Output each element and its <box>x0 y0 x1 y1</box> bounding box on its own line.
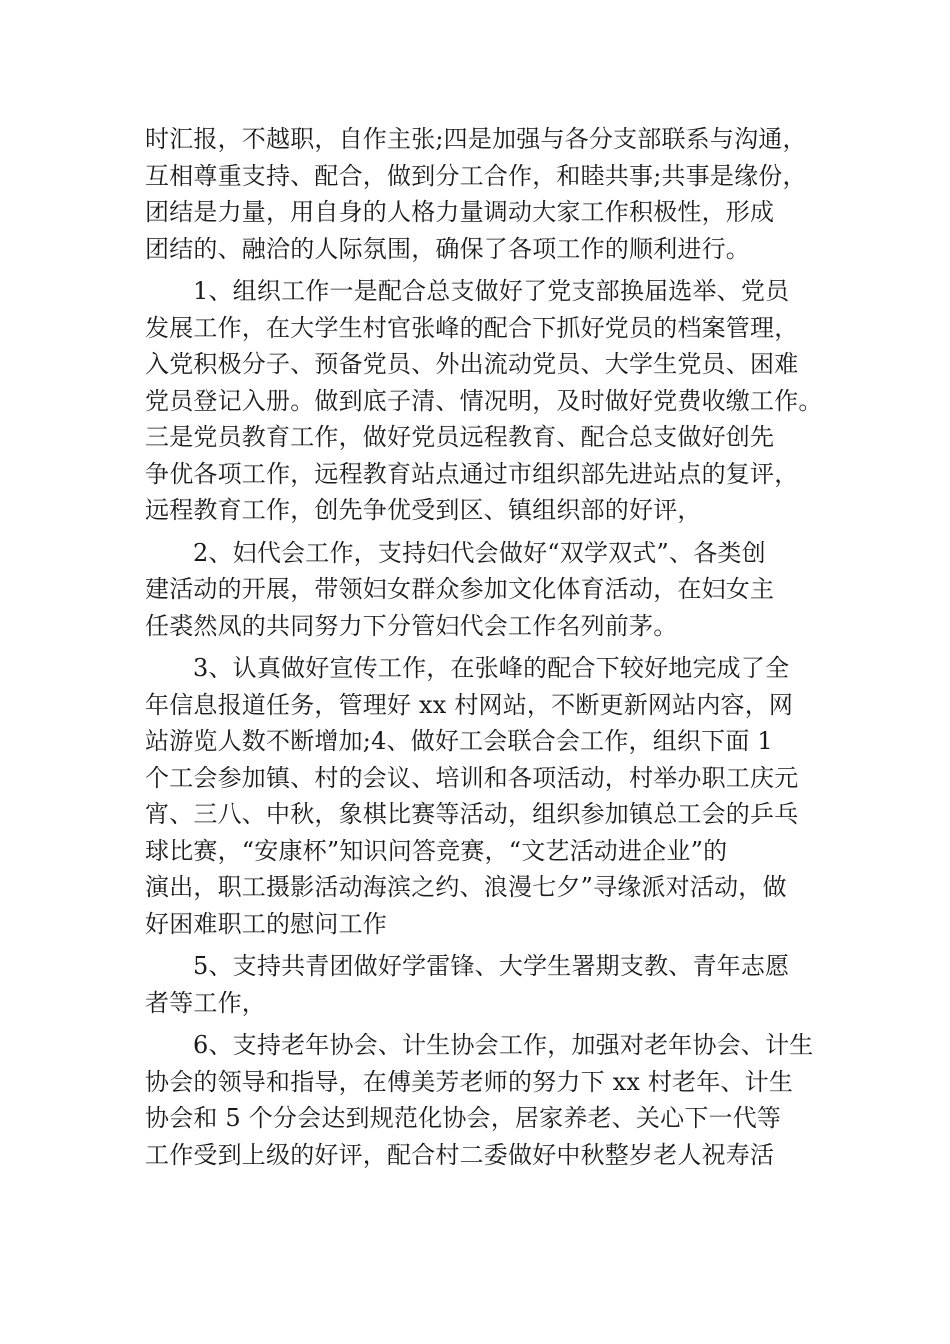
text-line: 远程教育工作，创先争优受到区、镇组织部的好评， <box>145 496 702 524</box>
text-line: 三是党员教育工作，做好党员远程教育、配合总支做好创先 <box>145 423 775 451</box>
text-line: 年信息报道任务，管理好 xx 村网站，不断更新网站内容，网 <box>145 690 794 719</box>
text-line: 协会的领导和指导，在傅美芳老师的努力下 xx 村老年、计生 <box>145 1067 794 1096</box>
text-line: 2、妇代会工作，支持妇代会做好“双学双式”、各类创 <box>193 538 766 567</box>
text-line: 1、组织工作一是配合总支做好了党支部换届选举、党员 <box>193 277 790 305</box>
text-line: 宵、三八、中秋，象棋比赛等活动，组织参加镇总工会的乒乓 <box>145 800 799 828</box>
text-line: 6、支持老年协会、计生协会工作，加强对老年协会、计生 <box>193 1031 814 1059</box>
paragraph-intro <box>145 121 815 267</box>
text-line: 发展工作，在大学生村官张峰的配合下抓好党员的档案管理， <box>145 313 799 342</box>
paragraph-item-2 <box>145 535 815 645</box>
text-line: 3、认真做好宣传工作，在张峰的配合下较好地完成了全 <box>193 654 790 682</box>
text-line: 党员登记入册。做到底子清、情况明，及时做好党费收缴工作。 <box>145 386 823 415</box>
text-line: 互相尊重支持、配合，做到分工合作，和睦共事;共事是缘份， <box>145 161 807 190</box>
text-line: 个工会参加镇、村的会议、培训和各项活动，村举办职工庆元 <box>145 763 799 792</box>
paragraph-item-1 <box>145 273 823 529</box>
paragraph-item-3 <box>145 650 815 942</box>
text-line: 任裘然凤的共同努力下分管妇代会工作名列前茅。 <box>145 611 678 640</box>
text-line: 演出，职工摄影活动海滨之约、浪漫七夕”寻缘派对活动，做 <box>145 873 787 901</box>
text-line: 者等工作， <box>145 988 266 1017</box>
text-line: 团结是力量，用自身的人格力量调动大家工作积极性，形成 <box>145 198 775 226</box>
text-line: 5、支持共青团做好学雷锋、大学生署期支教、青年志愿 <box>193 952 790 980</box>
text-line: 站游览人数不断增加;4、做好工会联合会工作，组织下面 1 <box>145 727 773 755</box>
text-line: 工作受到上级的好评，配合村二委做好中秋整岁老人祝寿活 <box>145 1140 775 1169</box>
text-line: 入党积极分子、预备党员、外出流动党员、大学生党员、困难 <box>145 350 799 378</box>
text-line: 球比赛，“安康杯”知识问答竞赛，“文艺活动进企业”的 <box>145 836 728 865</box>
text-line: 好困难职工的慰问工作 <box>145 909 387 938</box>
body-text <box>145 121 823 1173</box>
text-line: 协会和 5 个分会达到规范化协会，居家养老、关心下一代等 <box>145 1104 782 1132</box>
paragraph-item-6 <box>145 1027 815 1173</box>
text-line: 团结的、融洽的人际氛围，确保了各项工作的顺利进行。 <box>145 234 750 263</box>
text-line: 建活动的开展，带领妇女群众参加文化体育活动，在妇女主 <box>145 575 775 603</box>
text-line: 时汇报，不越职，自作主张;四是加强与各分支部联系与沟通， <box>145 125 807 153</box>
paragraph-item-5 <box>145 948 815 1021</box>
text-line: 争优各项工作，远程教育站点通过市组织部先进站点的复评， <box>145 459 799 488</box>
